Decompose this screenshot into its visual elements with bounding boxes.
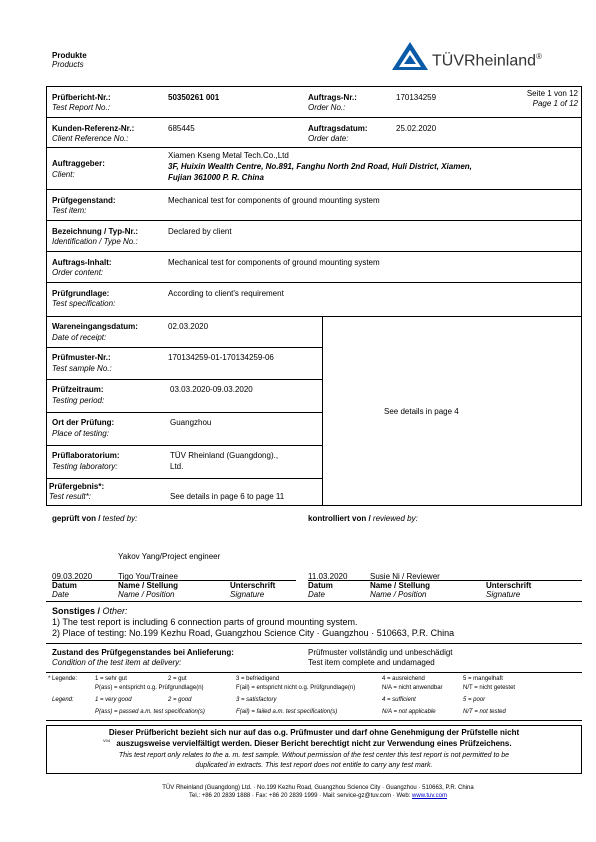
tested-by-de: geprüft von / [52,514,103,523]
client-ref-value: 685445 [168,124,195,133]
item-value: Mechanical test for components of ground mounting system [168,196,380,205]
left-col-sig-de: Unterschrift [230,581,276,590]
disclaimer-en-line2: duplicated in extracts. This test report does not entitle to carry any test mark. [195,762,433,769]
report-no-label-en: Test Report No.: [52,103,110,112]
details-note: See details in page 4 [384,407,459,416]
other-title-de: Sonstiges / [52,606,103,616]
page-number-en: Page 1 of 12 [532,99,578,108]
spec-value: According to client's requirement [168,289,284,298]
right-col-date-de: Datum [308,581,333,590]
right-sign-name: Susie Ni / Reviewer [370,572,440,581]
ident-label-de: Bezeichnung / Typ-Nr.: [52,227,139,236]
reviewed-by-de: kontrolliert von / [308,514,373,523]
ident-label-en: Identification / Type No.: [52,237,138,246]
legend-de-5: 5 = mangelhaft [463,676,503,682]
place-label-de: Ort der Prüfung: [52,418,115,427]
disclaimer-en-line1: This test report only relates to the a. m. test sample. Without permission of the test center this test report is not permitted to be [118,752,510,759]
legend-en-3: 3 = satisfactory [236,697,277,703]
right-col-date-en: Date [308,590,325,599]
legend-de-1: 1 = sehr gut [95,676,127,682]
lab-label-de: Prüflaboratorium: [52,451,120,460]
content-label-en: Order content: [52,268,104,277]
order-no-label-de: Auftrags-Nr.: [308,93,357,102]
legend-de-4: 4 = ausreichend [382,676,425,682]
reviewed-by-label [308,514,418,524]
left-sign-date: 09.03.2020 [52,572,93,581]
tuv-triangle-logo [390,40,430,72]
sample-label-de: Prüfmuster-Nr.: [52,353,111,362]
report-no-value: 50350261 001 [168,93,220,102]
order-no-label-en: Order No.: [308,103,346,112]
period-value: 03.03.2020-09.03.2020 [170,385,253,394]
order-no-value: 170134259 [396,93,437,102]
ident-value: Declared by client [168,227,232,236]
legend-label-en: Legend: [52,697,74,703]
lab-label-en: Testing laboratory: [52,462,118,471]
legend-de-na: N/A = nicht anwendbar [382,685,443,691]
legend-en-4: 4 = sufficient [382,697,416,703]
tested-by-label [52,514,137,524]
lab-value-line1: TÜV Rheinland (Guangdong)., [170,451,279,460]
legend-de-fail: F(ail) = entspricht nicht o.g. Prüfgrundlage(n) [236,685,356,691]
footer-web-link[interactable]: www.tuv.com [412,793,447,799]
report-no-label-de: Prüfbericht-Nr.: [52,93,111,102]
left-sign-name: Tigo You/Trainee [118,572,178,581]
legend-en-1: 1 = very good [95,697,132,703]
reviewed-by-en: reviewed by: [372,514,418,523]
right-col-sig-en: Signature [486,590,521,599]
other-line2: 2) Place of testing: No.199 Kezhu Road, Guangzhou Science City · Guangzhou · 510663, P.R. China [52,628,455,638]
order-date-value: 25.02.2020 [396,124,437,133]
client-label-en: Client: [52,170,75,179]
left-col-name-en: Name / Position [118,590,175,599]
footer-address: TÜV Rheinland (Guangdong) Ltd. · No.199 Kezhu Road, Guangzhou Science City · Guangzhou · 510663, P.R. China [162,785,474,791]
form-code: V04 [103,738,111,743]
receipt-label-de: Wareneingangsdatum: [52,322,138,331]
condition-value-en: Test item complete and undamaged [308,658,435,667]
right-sign-date: 11.03.2020 [308,572,348,581]
legend-en-fail: F(ail) = failed a.m. test specification(s) [236,709,338,715]
left-col-name-de: Name / Stellung [118,581,179,590]
spec-label-en: Test specification: [52,299,116,308]
order-date-label-en: Order date: [308,134,349,143]
legend-en-5: 5 = poor [463,697,486,703]
period-label-de: Prüfzeitraum: [52,385,104,394]
legend-en-2: 2 = good [168,697,192,703]
right-col-sig-de: Unterschrift [486,581,532,590]
sample-value: 170134259-01-170134259-06 [168,353,274,362]
period-label-en: Testing period: [52,396,105,405]
main-frame [46,86,582,506]
client-address-line2: Fujian 361000 P. R. China [168,173,264,182]
legend-label-de: * Legende: [48,676,78,682]
place-label-en: Place of testing: [52,429,109,438]
sample-label-en: Test sample No.: [52,364,112,373]
legend-en-pass: P(ass) = passed a.m. test specification(s) [95,709,205,715]
other-title-en: Other: [102,606,128,616]
right-col-name-en: Name / Position [370,590,427,599]
logo-registered: ® [536,52,542,61]
page-number-de: Seite 1 von 12 [526,89,578,98]
category-de: Produkte [52,51,87,60]
condition-label-de: Zustand des Prüfgegenstandes bei Anlieferung: [52,648,234,657]
legend-en-na: N/A = not applicable [382,709,436,715]
legend-de-3: 3 = befriedigend [236,676,280,682]
item-label-de: Prüfgegenstand: [52,196,116,205]
logo-wordmark: TÜVRheinland [432,52,537,70]
tuv-logo-text [432,48,542,70]
tested-by-en: tested by: [102,514,138,523]
client-ref-label-de: Kunden-Referenz-Nr.: [52,124,135,133]
footer-contact [40,792,596,800]
legend-de-pass: P(ass) = entspricht o.g. Prüfgrundlage(n) [95,685,204,691]
order-date-label-de: Auftragsdatum: [308,124,368,133]
content-value: Mechanical test for components of ground mounting system [168,258,380,267]
place-value: Guangzhou [170,418,212,427]
result-value: See details in page 6 to page 11 [170,492,285,501]
client-address-line1: 3F, Huixin Wealth Centre, No.891, Fanghu North 2nd Road, Huli District, Xiamen, [168,162,472,171]
receipt-label-en: Date of receipt: [52,333,107,342]
left-col-sig-en: Signature [230,590,265,599]
disclaimer-de-line2: auszugsweise vervielfältigt werden. Dieser Bericht berechtigt nicht zur Verwendung eines Prüfzeichens. [116,739,512,748]
other-line1: 1) The test report is including 6 connection parts of ground mounting system. [52,617,358,627]
spec-label-de: Prüfgrundlage: [52,289,110,298]
legend-de-2: 2 = gut [168,676,187,682]
client-name: Xiamen Kseng Metal Tech.Co.,Ltd [168,151,289,160]
lab-value-line2: Ltd. [170,462,184,471]
engineer-name: Yakov Yang/Project engineer [118,552,221,561]
footer-contact-text: Tel.: +86 20 2839 1888 · Fax: +86 20 2839 1999 · Mail: service-gz@tuv.com · Web: [189,793,413,799]
left-col-date-de: Datum [52,581,77,590]
condition-value-de: Prüfmuster vollständig und unbeschädigt [308,648,453,657]
content-label-de: Auftrags-Inhalt: [52,258,112,267]
legend-de-nt: N/T = nicht getestet [463,685,516,691]
result-label-en: Test result*: [49,492,91,501]
condition-label-en: Condition of the test item at delivery: [52,658,182,667]
other-title [52,606,128,617]
category-en: Products [52,60,84,69]
disclaimer-de-line1: Dieser Prüfbericht bezieht sich nur auf das o.g. Prüfmuster und darf ohne Genehmigung der Prüfstelle nicht [108,728,520,737]
client-label-de: Auftraggeber: [52,159,105,168]
result-label-de: Prüfergebnis*: [49,482,105,491]
receipt-value: 02.03.2020 [168,322,209,331]
client-ref-label-en: Client Reference No.: [52,134,129,143]
right-col-name-de: Name / Stellung [370,581,431,590]
left-col-date-en: Date [52,590,69,599]
item-label-en: Test item: [52,206,87,215]
legend-en-nt: N/T = not tested [463,709,506,715]
